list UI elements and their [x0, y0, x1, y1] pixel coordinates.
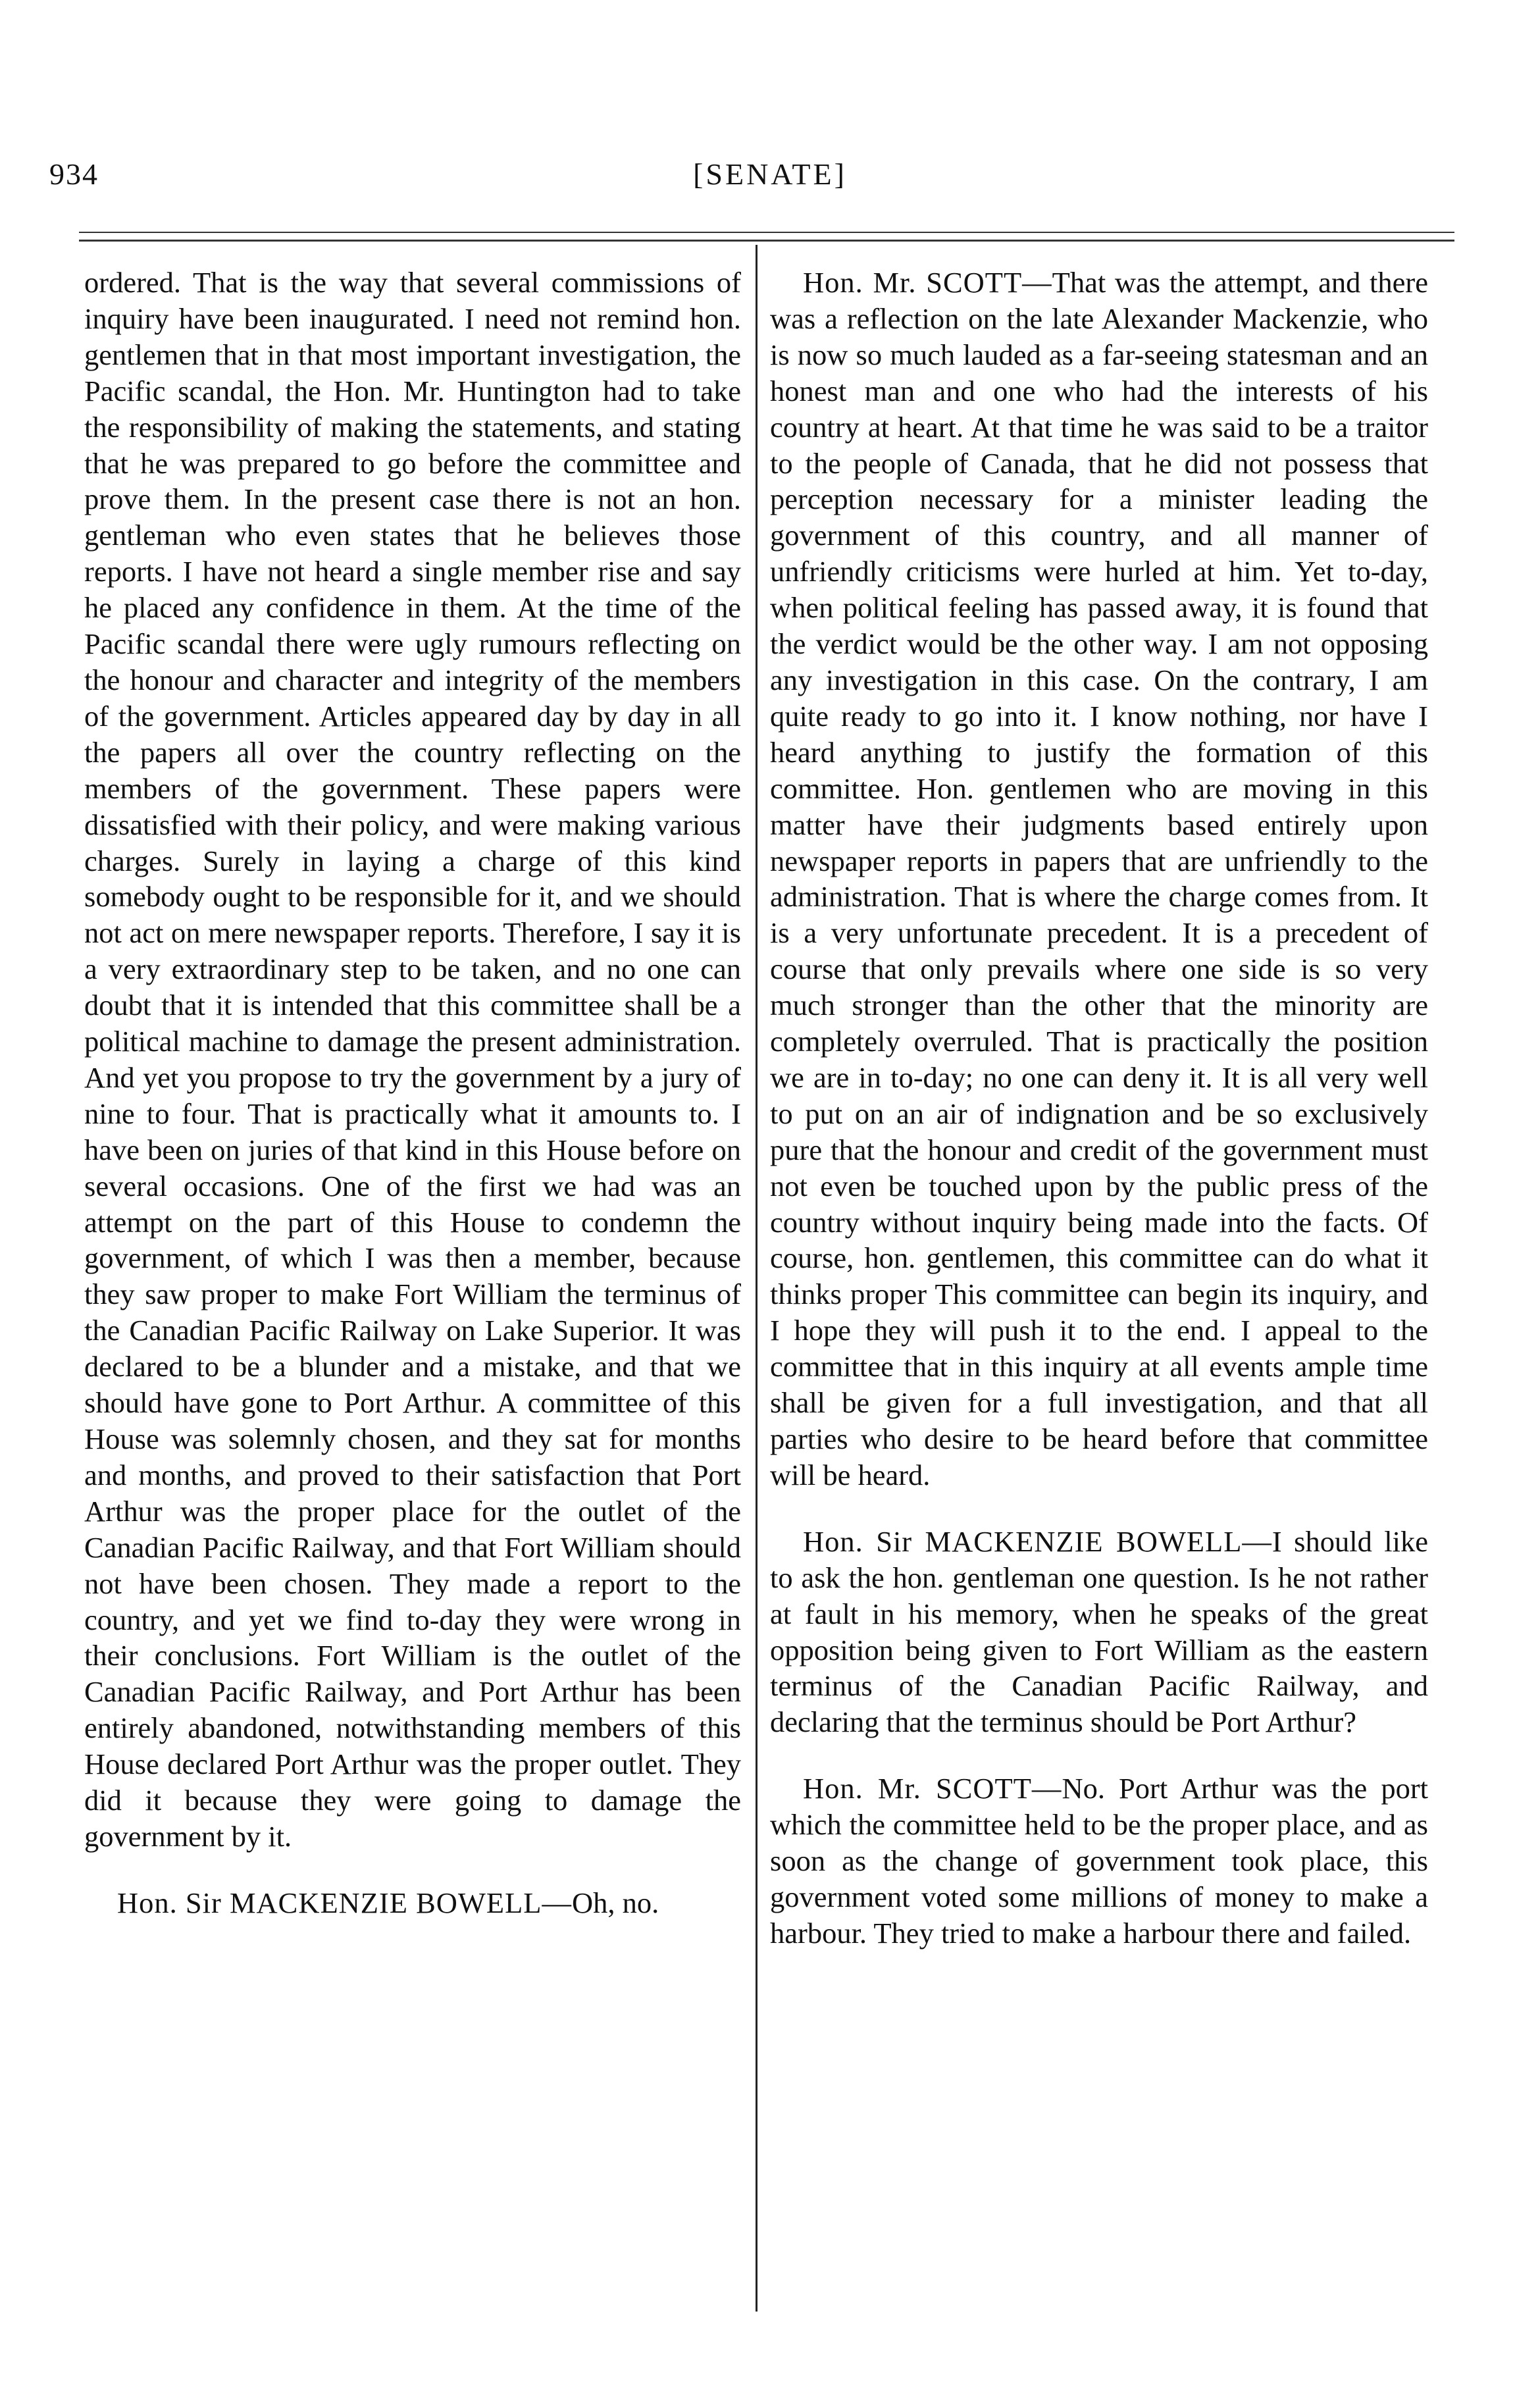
left-paragraph-2: [84, 1885, 741, 1921]
speech-text: Oh, no.: [571, 1886, 659, 1919]
speaker-name: Hon. Mr. SCOTT—: [803, 266, 1052, 299]
speech-text: No. Port Arthur was the port which the committee held to be the proper place, and as soon as the change of government took place, this government voted some millions of money to make a harbour. They tried to make a harbour there and failed.: [770, 1772, 1429, 1950]
speech-text: That was the attempt, and there was a reflection on the late Alexander Mackenzie, who is now so much lauded as a far-seeing statesman and an honest man and one who had the interests of his country at heart. At that time he was said to be a traitor to the people of Canada, that he did not possess that perception necessary for a minister leading the government of this country, and all manner of unfriendly criticisms were hurled at him. Yet to-day, when political feeling has passed away, it is found that the verdict would be the other way. I am not opposing any investigation in this case. On the contrary, I am quite ready to go into it. I know nothing, nor have I heard anything to justify the formation of this committee. Hon. gentlemen who are moving in this matter have their judgments based entirely upon newspaper reports in papers that are unfriendly to the administration. That is where the charge comes from. It is a very unfortunate precedent. It is a precedent of course that only prevails where one side is so very much stronger than the other that the minority are completely overruled. That is practically the position we are in to-day; no one can deny it. It is all very well to put on an air of indignation and be so exclusively pure that the honour and credit of the government must not even be touched upon by the public press of the country without inquiry being made into the facts. Of course, hon. gentlemen, this committee can do what it thinks proper This committee can begin its inquiry, and I hope they will push it to the end. I appeal to the committee that in this inquiry at all events ample time shall be given for a full investigation, and that all parties who desire to be heard before that committee will be heard.: [770, 266, 1428, 1491]
header-rule-thick: [79, 240, 1454, 242]
column-divider: [756, 245, 757, 2312]
speaker-name: Hon. Sir MACKENZIE BOWELL—: [117, 1886, 572, 1919]
running-head: [SENATE]: [693, 157, 847, 191]
speech-text: I should like to ask the hon. gentleman one question. Is he not rather at fault in his memory, when he speaks of the great opposition being given to Fort William as the eastern terminus of the Canadian Pacific Railway, and declaring that the terminus should be Port Arthur?: [770, 1524, 1428, 1739]
page-number: 934: [49, 157, 99, 191]
header-rule-thin: [79, 232, 1454, 233]
right-paragraph-2: [770, 1524, 1428, 1740]
right-column: [770, 265, 1428, 1952]
left-paragraph-1: ordered. That is the way that several commissions of inquiry have been inaugurated. I need not remind hon. gentlemen that in that most important investigation, the Pacific scandal, the Hon. Mr. Huntington had to take the responsibility of making the statements, and stating that he was prepared to go before the committee and prove them. In the present case there is not an hon. gentleman who even states that he believes those reports. I have not heard a single member rise and say he placed any confidence in them. At the time of the Pacific scandal there were ugly rumours reflecting on the honour and character and integrity of the members of the government. Articles appeared day by day in all the papers all over the country reflecting on the members of the government. These papers were dissatisfied with their policy, and were making various charges. Surely in laying a charge of this kind somebody ought to be responsible for it, and we should not act on mere newspaper reports. Therefore, I say it is a very extraordinary step to be taken, and no one can doubt that it is intended that this committee shall be a political machine to damage the present administration. And yet you propose to try the government by a jury of nine to four. That is practically what it amounts to. I have been on juries of that kind in this House before on several occasions. One of the first we had was an attempt on the part of this House to condemn the government, of which I was then a member, because they saw proper to make Fort William the terminus of the Canadian Pacific Railway on Lake Superior. It was declared to be a blunder and a mistake, and that we should have gone to Port Arthur. A committee of this House was solemnly chosen, and they sat for months and months, and proved to their satisfaction that Port Arthur was the proper place for the outlet of the Canadian Pacific Railway, and that Fort William should not have been chosen. They made a report to the country, and yet we find to-day they were wrong in their conclusions. Fort William is the outlet of the Canadian Pacific Railway, and Port Arthur has been entirely abandoned, notwithstanding members of this House declared Port Arthur was the proper outlet. They did it because they were going to damage the government by it.: [84, 266, 741, 1853]
speaker-name: Hon. Mr. SCOTT—: [803, 1772, 1062, 1805]
right-paragraph-3: [770, 1771, 1428, 1952]
right-paragraph-1: [770, 265, 1428, 1493]
speaker-name: Hon. Sir MACKENZIE BOWELL—: [803, 1524, 1272, 1558]
left-column: [84, 265, 741, 1921]
